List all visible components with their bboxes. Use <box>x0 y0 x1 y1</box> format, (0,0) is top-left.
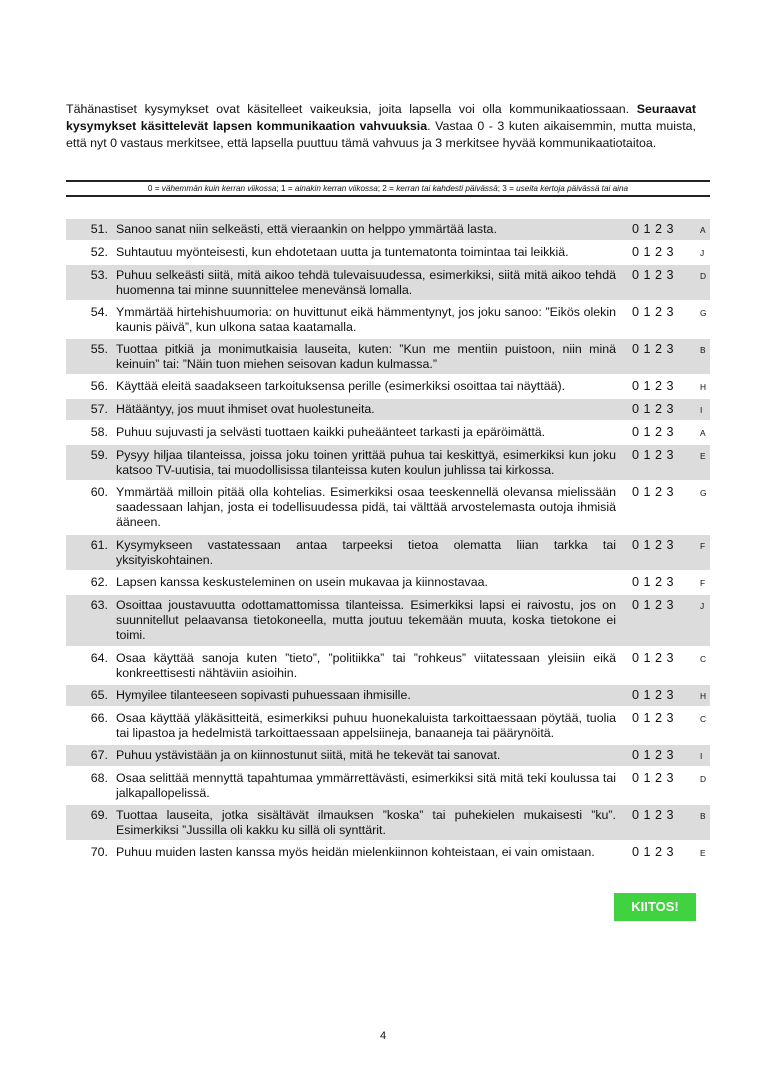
question-text: Puhuu ystävistään ja on kiinnostunut siitä, mitä he tekevät tai sanovat. <box>116 748 501 762</box>
rating-options[interactable]: 0 1 2 3 <box>632 808 675 822</box>
question-row <box>66 768 710 803</box>
question-text: Osoittaa joustavuutta odottamattomissa tilanteissa. Esimerkiksi lapsi ei raivostu, jos on suunnitellut pelaavansa tietokoneella, mutta joutuu tekemään muuta, koska tietokone ei toimi. <box>116 598 616 642</box>
subscale-code: C <box>700 714 707 724</box>
subscale-code: J <box>700 601 705 611</box>
question-number: 56. <box>90 379 108 393</box>
question-number: 65. <box>90 688 108 702</box>
legend-value-2: kerran tai kahdesti päivässä <box>396 184 498 193</box>
question-number: 66. <box>90 711 108 725</box>
question-text: Käyttää eleitä saadakseen tarkoituksensa perille (esimerkiksi osoittaa tai näyttää). <box>116 379 566 393</box>
question-text: Ymmärtää milloin pitää olla kohtelias. Esimerkiksi osaa teeskennellä olevansa mielissään saadessaan lahjan, josta ei todellisuudessa pidä, tai välttää arvostelemasta outoja ihmisiä ääneen. <box>116 485 616 529</box>
subscale-code: E <box>700 451 706 461</box>
legend-value-0: vähemmän kuin kerran viikossa <box>161 184 277 193</box>
rating-options[interactable]: 0 1 2 3 <box>632 448 675 462</box>
question-row <box>66 376 710 397</box>
subscale-code: D <box>700 271 707 281</box>
question-text: Kysymykseen vastatessaan antaa tarpeeksi tietoa olematta liian tarkka tai yksityiskohtainen. <box>116 538 616 567</box>
legend-key-1: ; 1 = <box>276 184 295 193</box>
question-row <box>66 572 710 593</box>
question-row <box>66 648 710 683</box>
subscale-code: H <box>700 382 707 392</box>
question-number: 62. <box>90 575 108 589</box>
subscale-code: J <box>700 248 705 258</box>
question-text: Osaa käyttää sanoja kuten ”tieto”, ”politiikka” tai ”rohkeus” viitatessaan yleisiin eikä konkreettisesti nähtäviin asioihin. <box>116 651 616 680</box>
rating-options[interactable]: 0 1 2 3 <box>632 342 675 356</box>
question-number: 70. <box>90 845 108 859</box>
question-number: 69. <box>90 808 108 822</box>
thanks-button[interactable]: KIITOS! <box>614 893 696 921</box>
rating-options[interactable]: 0 1 2 3 <box>632 748 675 762</box>
question-number: 64. <box>90 651 108 665</box>
subscale-code: G <box>700 488 707 498</box>
question-number: 53. <box>90 268 108 282</box>
rating-options[interactable]: 0 1 2 3 <box>632 379 675 393</box>
rating-options[interactable]: 0 1 2 3 <box>632 268 675 282</box>
subscale-code: A <box>700 428 706 438</box>
rating-options[interactable]: 0 1 2 3 <box>632 575 675 589</box>
question-row <box>66 399 710 420</box>
question-text: Ymmärtää hirtehishuumoria: on huvittunut eikä hämmentynyt, jos joku sanoo: ”Eikös olekin kaunis päivä”, kun ulkona sataa kaatamalla. <box>116 305 616 334</box>
rating-options[interactable]: 0 1 2 3 <box>632 402 675 416</box>
subscale-code: A <box>700 225 706 235</box>
subscale-code: F <box>700 541 706 551</box>
rating-options[interactable]: 0 1 2 3 <box>632 245 675 259</box>
rating-options[interactable]: 0 1 2 3 <box>632 598 675 612</box>
question-row <box>66 745 710 766</box>
question-number: 58. <box>90 425 108 439</box>
subscale-code: I <box>700 751 703 761</box>
question-row <box>66 422 710 443</box>
question-row <box>66 708 710 743</box>
subscale-code: E <box>700 848 706 858</box>
question-text: Puhuu sujuvasti ja selvästi tuottaen kaikki puheäänteet tarkasti ja epäröimättä. <box>116 425 546 439</box>
question-row <box>66 595 710 646</box>
question-row <box>66 482 710 533</box>
page-number: 4 <box>379 1030 387 1042</box>
question-row <box>66 685 710 706</box>
question-text: Osaa selittää mennyttä tapahtumaa ymmärrettävästi, esimerkiksi sitä mitä teki koulussa tai jalkapallopelissä. <box>116 771 616 800</box>
question-number: 52. <box>90 245 108 259</box>
question-text: Puhuu selkeästi siitä, mitä aikoo tehdä tulevaisuudessa, esimerkiksi, siitä mitä aikoo tehdä huomenna tai minne suunnittelee menevänsä lomalla. <box>116 268 616 297</box>
rating-scale-legend <box>66 180 710 197</box>
question-text: Hätääntyy, jos muut ihmiset ovat huolestuneita. <box>116 402 375 416</box>
subscale-code: C <box>700 654 707 664</box>
question-number: 54. <box>90 305 108 319</box>
rating-options[interactable]: 0 1 2 3 <box>632 305 675 319</box>
question-text: Puhuu muiden lasten kanssa myös heidän mielenkiinnon kohteistaan, ei vain omistaan. <box>116 845 595 859</box>
question-number: 57. <box>90 402 108 416</box>
question-row <box>66 302 710 337</box>
question-text: Lapsen kanssa keskusteleminen on usein mukavaa ja kiinnostavaa. <box>116 575 488 589</box>
question-row <box>66 842 710 877</box>
question-text: Tuottaa pitkiä ja monimutkaisia lauseita, kuten: ”Kun me mentiin puistoon, niin minä keinuin” tai: ”Näin tuon miehen seisovan kadun kulmassa.” <box>116 342 616 371</box>
subscale-code: D <box>700 774 707 784</box>
question-number: 63. <box>90 598 108 612</box>
rating-options[interactable]: 0 1 2 3 <box>632 485 675 499</box>
subscale-code: B <box>700 345 706 355</box>
rating-options[interactable]: 0 1 2 3 <box>632 222 675 236</box>
rating-options[interactable]: 0 1 2 3 <box>632 538 675 552</box>
question-row <box>66 339 710 374</box>
rating-options[interactable]: 0 1 2 3 <box>632 845 675 859</box>
rating-options[interactable]: 0 1 2 3 <box>632 688 675 702</box>
question-number: 61. <box>90 538 108 552</box>
rating-options[interactable]: 0 1 2 3 <box>632 425 675 439</box>
rating-options[interactable]: 0 1 2 3 <box>632 711 675 725</box>
question-row <box>66 805 710 840</box>
question-row <box>66 219 710 240</box>
question-row <box>66 265 710 300</box>
question-list <box>66 219 710 877</box>
subscale-code: I <box>700 405 703 415</box>
intro-text-1: Tähänastiset kysymykset ovat käsitelleet vaikeuksia, joita lapsella voi olla kommunikaatiossaan. <box>66 102 637 116</box>
question-number: 60. <box>90 485 108 499</box>
question-number: 51. <box>90 222 108 236</box>
intro-bold-text: Seuraavat kysymykset käsittelevät lapsen kommunikaation vahvuuksia <box>66 102 696 133</box>
legend-key-2: ; 2 = <box>377 184 397 193</box>
subscale-code: G <box>700 308 707 318</box>
question-text: Suhtautuu myönteisesti, kun ehdotetaan uutta ja tuntematonta toimintaa tai leikkiä. <box>116 245 569 259</box>
question-row <box>66 445 710 480</box>
question-row <box>66 535 710 570</box>
question-number: 67. <box>90 748 108 762</box>
subscale-code: H <box>700 691 707 701</box>
question-number: 55. <box>90 342 108 356</box>
subscale-code: F <box>700 578 706 588</box>
question-text: Sanoo sanat niin selkeästi, että vieraankin on helppo ymmärtää lasta. <box>116 222 497 236</box>
question-row <box>66 242 710 263</box>
legend-value-3: useita kertoja päivässä tai aina <box>516 184 629 193</box>
instructions-paragraph <box>66 101 696 152</box>
question-text: Tuottaa lauseita, jotka sisältävät ilmauksen ”koska” tai puhekielen mukaisesti ”ku”. Esimerkiksi ”Jussilla oli kakku ku sillä oli synttärit. <box>116 808 616 837</box>
rating-options[interactable]: 0 1 2 3 <box>632 651 675 665</box>
question-number: 68. <box>90 771 108 785</box>
question-text: Pysyy hiljaa tilanteissa, joissa joku toinen yrittää puhua tai keskittyä, esimerkiksi kun joku katsoo TV-uutisia, tai muodollisissa tilanteissa kuten koulun juhlissa tai kirkossa. <box>116 448 616 477</box>
question-number: 59. <box>90 448 108 462</box>
intro-text-2: . Vastaa 0 - 3 kuten aikaisemmin, mutta muista, että nyt 0 vastaus merkitsee, että lapsella puuttuu tämä vahvuus ja 3 merkitsee hyvää kommunikaatiotaitoa. <box>66 119 696 150</box>
subscale-code: B <box>700 811 706 821</box>
question-text: Hymyilee tilanteeseen sopivasti puhuessaan ihmisille. <box>116 688 411 702</box>
question-text: Osaa käyttää yläkäsitteitä, esimerkiksi puhuu huonekaluista tarkoittaessaan pöytää, tuolia tai lipastoa ja hedelmistä tarkoittaessaan appelsiineja, banaaneja tai päärynöitä. <box>116 711 616 740</box>
legend-value-1: ainakin kerran viikossa <box>294 184 378 193</box>
rating-options[interactable]: 0 1 2 3 <box>632 771 675 785</box>
legend-key-3: ; 3 = <box>497 184 517 193</box>
legend-key-0: 0 = <box>147 184 162 193</box>
